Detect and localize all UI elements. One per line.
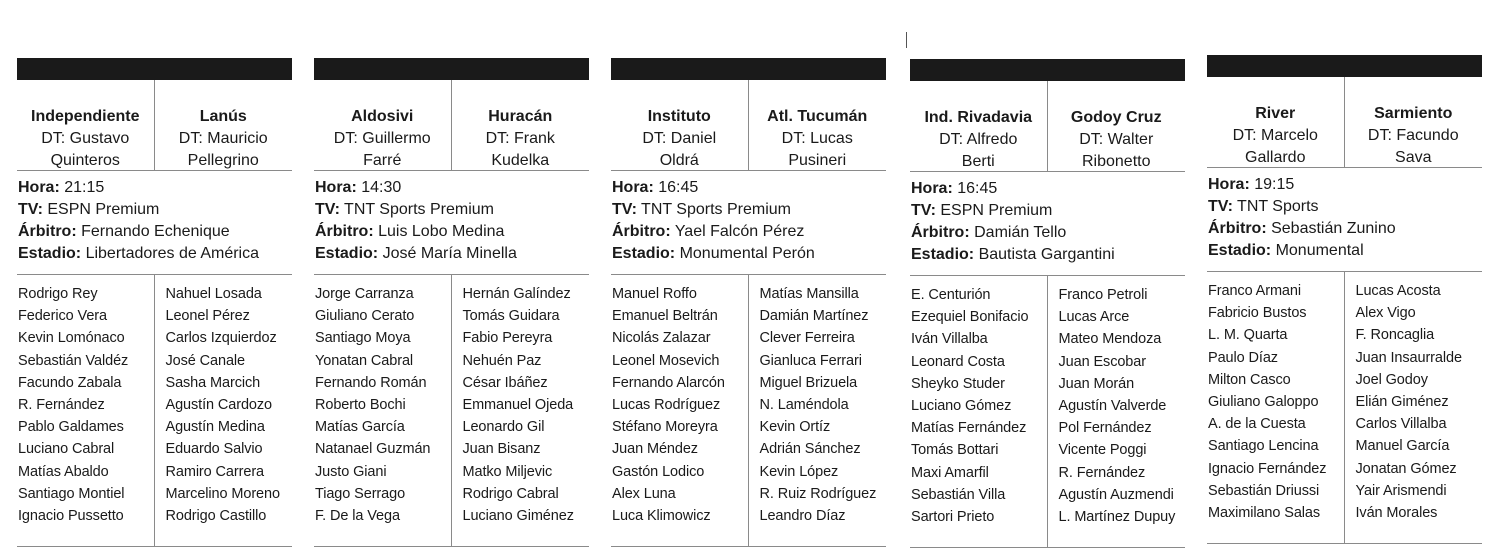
- player-name: Pol Fernández: [1058, 420, 1152, 437]
- lineups: [314, 275, 589, 547]
- info-value: Monumental: [1275, 242, 1364, 259]
- match-info: [1207, 168, 1482, 272]
- coach-name: Quinteros: [50, 152, 120, 169]
- player-name: Joel Godoy: [1355, 371, 1428, 388]
- info-time: [612, 177, 886, 199]
- player-name: Rodrigo Cabral: [462, 485, 559, 502]
- coach-name: Sava: [1395, 149, 1432, 166]
- player-name: Ignacio Pussetto: [18, 508, 124, 525]
- player-name: Marcelino Moreno: [165, 485, 280, 502]
- player-name: Sebastián Driussi: [1208, 482, 1320, 499]
- player-name: Leandro Díaz: [759, 508, 846, 525]
- player-name: Luciano Gómez: [911, 398, 1012, 415]
- player-name: Luca Klimowicz: [612, 508, 711, 525]
- player-name: Miguel Brizuela: [759, 374, 858, 391]
- info-value: TNT Sports Premium: [641, 201, 791, 218]
- coach-name: Berti: [961, 153, 995, 170]
- player-name: Nahuel Losada: [165, 286, 262, 302]
- player-name: Franco Petroli: [1058, 287, 1148, 303]
- player-name: Matías Mansilla: [759, 286, 859, 302]
- player-name: Agustín Valverde: [1058, 398, 1167, 415]
- info-tv: [612, 199, 886, 221]
- player-name: Giuliano Galoppo: [1208, 394, 1319, 411]
- info-label: Hora:: [1208, 176, 1250, 193]
- player-name: Natanael Guzmán: [315, 441, 431, 458]
- home-team: [611, 80, 749, 170]
- player-name: Fernando Román: [315, 374, 427, 391]
- home-team: [910, 81, 1048, 171]
- coach-name: Oldrá: [659, 152, 699, 169]
- player-name: Alex Luna: [612, 485, 676, 502]
- player-name: Ignacio Fernández: [1208, 460, 1327, 477]
- player-name: Nehuén Paz: [462, 352, 542, 369]
- player-name: R. Fernández: [1058, 464, 1146, 481]
- info-stadium: [18, 243, 292, 265]
- player-name: Agustín Medina: [165, 419, 265, 436]
- info-referee: [1208, 218, 1482, 240]
- lineups: [1207, 272, 1482, 544]
- player-name: Tomás Bottari: [911, 442, 999, 459]
- away-team: [1048, 81, 1186, 171]
- info-value: Yael Falcón Pérez: [674, 223, 805, 240]
- player-name: Facundo Zabala: [18, 374, 122, 391]
- info-label: Árbitro:: [315, 223, 374, 240]
- info-time: [911, 178, 1185, 200]
- player-name: Yonatan Cabral: [315, 352, 414, 369]
- team-name: Aldosivi: [351, 108, 414, 125]
- info-tv: [911, 200, 1185, 222]
- coach-line: DT: Frank: [485, 130, 555, 147]
- player-name: Franco Armani: [1208, 283, 1301, 299]
- info-value: Monumental Perón: [679, 245, 815, 262]
- player-name: Sasha Marcich: [165, 374, 261, 391]
- info-value: Luis Lobo Medina: [378, 223, 505, 240]
- info-value: Fernando Echenique: [81, 223, 230, 240]
- coach-name: Pusineri: [788, 152, 847, 169]
- away-players-list: [452, 275, 590, 546]
- away-team: [452, 80, 590, 170]
- info-referee: [911, 222, 1185, 244]
- info-tv: [315, 199, 589, 221]
- player-name: Damián Martínez: [759, 308, 869, 325]
- player-name: E. Centurión: [911, 287, 991, 303]
- player-name: Pablo Galdames: [18, 419, 124, 436]
- team-name: Godoy Cruz: [1070, 109, 1162, 126]
- info-label: Hora:: [911, 180, 953, 197]
- info-stadium: [315, 243, 589, 265]
- info-label: Árbitro:: [612, 223, 671, 240]
- team-name: River: [1255, 105, 1296, 122]
- player-name: Leonardo Gil: [462, 419, 545, 436]
- info-tv: [1208, 196, 1482, 218]
- match-card: [611, 58, 886, 547]
- info-tv: [18, 199, 292, 221]
- player-name: Sebastián Villa: [911, 486, 1006, 503]
- coach-name: Pellegrino: [187, 152, 259, 169]
- player-name: Manuel Roffo: [612, 286, 697, 302]
- player-name: Matko Miljevic: [462, 463, 553, 480]
- home-team: [1207, 77, 1345, 167]
- coach-line: DT: Mauricio: [178, 130, 268, 147]
- player-name: L. M. Quarta: [1208, 327, 1288, 344]
- player-name: Jorge Carranza: [315, 286, 414, 302]
- player-name: Juan Méndez: [612, 441, 698, 458]
- coach-line: DT: Daniel: [642, 130, 717, 147]
- team-name: Instituto: [647, 108, 711, 125]
- header-bar: [314, 58, 589, 80]
- player-name: Eduardo Salvio: [165, 441, 263, 458]
- player-name: L. Martínez Dupuy: [1058, 509, 1176, 526]
- player-name: Agustín Auzmendi: [1058, 486, 1174, 503]
- home-players-list: [910, 276, 1048, 547]
- player-name: Yair Arismendi: [1355, 482, 1447, 499]
- player-name: Carlos Villalba: [1355, 416, 1447, 433]
- match-info: [910, 172, 1185, 276]
- home-team: [17, 80, 155, 170]
- player-name: Kevin López: [759, 463, 839, 480]
- info-time: [1208, 174, 1482, 196]
- player-name: Paulo Díaz: [1208, 349, 1278, 366]
- player-name: Maxi Amarfil: [911, 464, 989, 481]
- info-label: TV:: [1208, 198, 1233, 215]
- player-name: Giuliano Cerato: [315, 308, 415, 325]
- info-label: Árbitro:: [911, 224, 970, 241]
- player-name: Sebastián Valdéz: [18, 352, 129, 369]
- info-label: Árbitro:: [1208, 220, 1267, 237]
- teams-row: [611, 80, 886, 171]
- player-name: Iván Villalba: [911, 331, 988, 348]
- player-name: César Ibáñez: [462, 374, 548, 391]
- player-name: Milton Casco: [1208, 371, 1291, 388]
- match-card: [314, 58, 589, 547]
- player-name: Fabio Pereyra: [462, 330, 553, 347]
- player-name: Agustín Cardozo: [165, 397, 273, 414]
- info-value: ESPN Premium: [940, 202, 1053, 219]
- player-name: Sartori Prieto: [911, 509, 995, 526]
- lineups: [17, 275, 292, 547]
- info-label: Estadio:: [18, 245, 82, 262]
- info-value: Damián Tello: [974, 224, 1067, 241]
- info-value: Libertadores de América: [85, 245, 260, 262]
- match-info: [611, 171, 886, 275]
- player-name: Juan Morán: [1058, 375, 1135, 392]
- match-card: [17, 58, 292, 547]
- player-name: N. Laméndola: [759, 397, 849, 414]
- info-label: TV:: [612, 201, 637, 218]
- player-name: Clever Ferreira: [759, 330, 855, 347]
- player-name: Hernán Galíndez: [462, 286, 571, 302]
- player-name: R. Ruiz Rodríguez: [759, 485, 877, 502]
- info-value: 21:15: [64, 179, 105, 196]
- info-time: [315, 177, 589, 199]
- player-name: Juan Insaurralde: [1355, 349, 1462, 366]
- player-name: Ramiro Carrera: [165, 463, 265, 480]
- away-team: [155, 80, 293, 170]
- player-name: Juan Bisanz: [462, 441, 541, 458]
- info-stadium: [1208, 240, 1482, 262]
- player-name: R. Fernández: [18, 397, 105, 414]
- away-players-list: [155, 275, 293, 546]
- player-name: José Canale: [165, 352, 246, 369]
- teams-row: [1207, 77, 1482, 168]
- player-name: Lucas Rodríguez: [612, 397, 721, 414]
- player-name: Gastón Lodico: [612, 463, 705, 480]
- player-name: Rodrigo Rey: [18, 286, 98, 302]
- player-name: Juan Escobar: [1058, 353, 1146, 370]
- player-name: Fernando Alarcón: [612, 374, 725, 391]
- coach-line: DT: Guillermo: [333, 130, 431, 147]
- player-name: Gianluca Ferrari: [759, 352, 862, 369]
- player-name: Jonatan Gómez: [1355, 460, 1457, 477]
- coach-line: DT: Walter: [1079, 131, 1154, 148]
- player-name: Matías Fernández: [911, 420, 1027, 437]
- teams-row: [314, 80, 589, 171]
- info-label: Hora:: [315, 179, 357, 196]
- player-name: Alex Vigo: [1355, 305, 1416, 322]
- player-name: Iván Morales: [1355, 505, 1438, 522]
- match-info: [17, 171, 292, 275]
- divider-tick: [906, 32, 907, 48]
- home-players-list: [314, 275, 452, 546]
- player-name: Manuel García: [1355, 438, 1450, 455]
- info-value: TNT Sports: [1237, 198, 1319, 215]
- info-value: 16:45: [658, 179, 699, 196]
- player-name: Kevin Lomónaco: [18, 330, 125, 347]
- player-name: Adrián Sánchez: [759, 441, 861, 458]
- player-name: A. de la Cuesta: [1208, 416, 1306, 433]
- header-bar: [611, 58, 886, 80]
- team-name: Huracán: [488, 108, 553, 125]
- info-label: Árbitro:: [18, 223, 77, 240]
- info-label: Estadio:: [315, 245, 379, 262]
- info-referee: [18, 221, 292, 243]
- lineups: [910, 276, 1185, 548]
- coach-name: Ribonetto: [1082, 153, 1151, 170]
- player-name: Matías García: [315, 419, 405, 436]
- info-value: José María Minella: [382, 245, 517, 262]
- info-value: 14:30: [361, 179, 402, 196]
- coach-line: DT: Gustavo: [41, 130, 130, 147]
- player-name: Vicente Poggi: [1058, 442, 1147, 459]
- player-name: Leonel Mosevich: [612, 352, 720, 369]
- info-label: Hora:: [612, 179, 654, 196]
- info-time: [18, 177, 292, 199]
- info-referee: [612, 221, 886, 243]
- info-label: Estadio:: [612, 245, 676, 262]
- team-name: Independiente: [31, 108, 140, 125]
- match-card: [1207, 55, 1482, 544]
- player-name: Emanuel Beltrán: [612, 308, 718, 325]
- player-name: Elián Giménez: [1355, 394, 1449, 411]
- away-players-list: [749, 275, 887, 546]
- player-name: Tiago Serrago: [315, 485, 406, 502]
- info-label: TV:: [18, 201, 43, 218]
- info-value: Bautista Gargantini: [978, 246, 1115, 263]
- coach-line: DT: Alfredo: [939, 131, 1018, 148]
- player-name: Luciano Giménez: [462, 508, 574, 525]
- player-name: Santiago Lencina: [1208, 438, 1319, 455]
- player-name: Santiago Moya: [315, 330, 411, 347]
- coach-line: DT: Facundo: [1367, 127, 1459, 144]
- info-value: TNT Sports Premium: [344, 201, 494, 218]
- player-name: Kevin Ortíz: [759, 419, 831, 436]
- player-name: Tomás Guidara: [462, 308, 560, 325]
- home-players-list: [17, 275, 155, 546]
- home-players-list: [611, 275, 749, 546]
- teams-row: [910, 81, 1185, 172]
- player-name: Lucas Arce: [1058, 309, 1130, 326]
- away-team: [749, 80, 887, 170]
- player-name: Stéfano Moreyra: [612, 419, 718, 436]
- home-players-list: [1207, 272, 1345, 543]
- player-name: Matías Abaldo: [18, 463, 109, 480]
- lineups: [611, 275, 886, 547]
- info-label: Estadio:: [911, 246, 975, 263]
- coach-line: DT: Lucas: [781, 130, 853, 147]
- away-players-list: [1345, 272, 1483, 543]
- info-value: 16:45: [957, 180, 998, 197]
- player-name: Maximilano Salas: [1208, 505, 1321, 522]
- match-card: [910, 59, 1185, 548]
- info-label: Estadio:: [1208, 242, 1272, 259]
- player-name: Leonel Pérez: [165, 308, 250, 325]
- player-name: Federico Vera: [18, 308, 107, 325]
- info-stadium: [612, 243, 886, 265]
- coach-name: Gallardo: [1245, 149, 1306, 166]
- coach-line: DT: Marcelo: [1232, 127, 1318, 144]
- player-name: F. De la Vega: [315, 508, 400, 525]
- info-label: TV:: [911, 202, 936, 219]
- away-players-list: [1048, 276, 1186, 547]
- info-value: Sebastián Zunino: [1271, 220, 1396, 237]
- info-label: TV:: [315, 201, 340, 218]
- player-name: Nicolás Zalazar: [612, 330, 711, 347]
- team-name: Lanús: [199, 108, 247, 125]
- player-name: Roberto Bochi: [315, 397, 406, 414]
- player-name: Carlos Izquierdoz: [165, 330, 277, 347]
- player-name: Mateo Mendoza: [1058, 331, 1162, 348]
- info-stadium: [911, 244, 1185, 266]
- header-bar: [910, 59, 1185, 81]
- player-name: Sheyko Studer: [911, 375, 1005, 392]
- player-name: Leonard Costa: [911, 353, 1005, 370]
- info-value: 19:15: [1254, 176, 1295, 193]
- player-name: Fabricio Bustos: [1208, 305, 1307, 322]
- header-bar: [17, 58, 292, 80]
- teams-row: [17, 80, 292, 171]
- info-referee: [315, 221, 589, 243]
- player-name: Rodrigo Castillo: [165, 508, 267, 525]
- coach-name: Farré: [363, 152, 402, 169]
- coach-name: Kudelka: [491, 152, 550, 169]
- team-name: Ind. Rivadavia: [924, 109, 1033, 126]
- team-name: Atl. Tucumán: [767, 108, 868, 125]
- info-label: Hora:: [18, 179, 60, 196]
- away-team: [1345, 77, 1483, 167]
- player-name: F. Roncaglia: [1355, 327, 1435, 344]
- match-info: [314, 171, 589, 275]
- player-name: Santiago Montiel: [18, 485, 125, 502]
- team-name: Sarmiento: [1374, 105, 1453, 122]
- header-bar: [1207, 55, 1482, 77]
- home-team: [314, 80, 452, 170]
- info-value: ESPN Premium: [47, 201, 160, 218]
- player-name: Lucas Acosta: [1355, 283, 1441, 299]
- player-name: Justo Giani: [315, 463, 387, 480]
- player-name: Emmanuel Ojeda: [462, 397, 574, 414]
- player-name: Ezequiel Bonifacio: [911, 309, 1029, 326]
- player-name: Luciano Cabral: [18, 441, 115, 458]
